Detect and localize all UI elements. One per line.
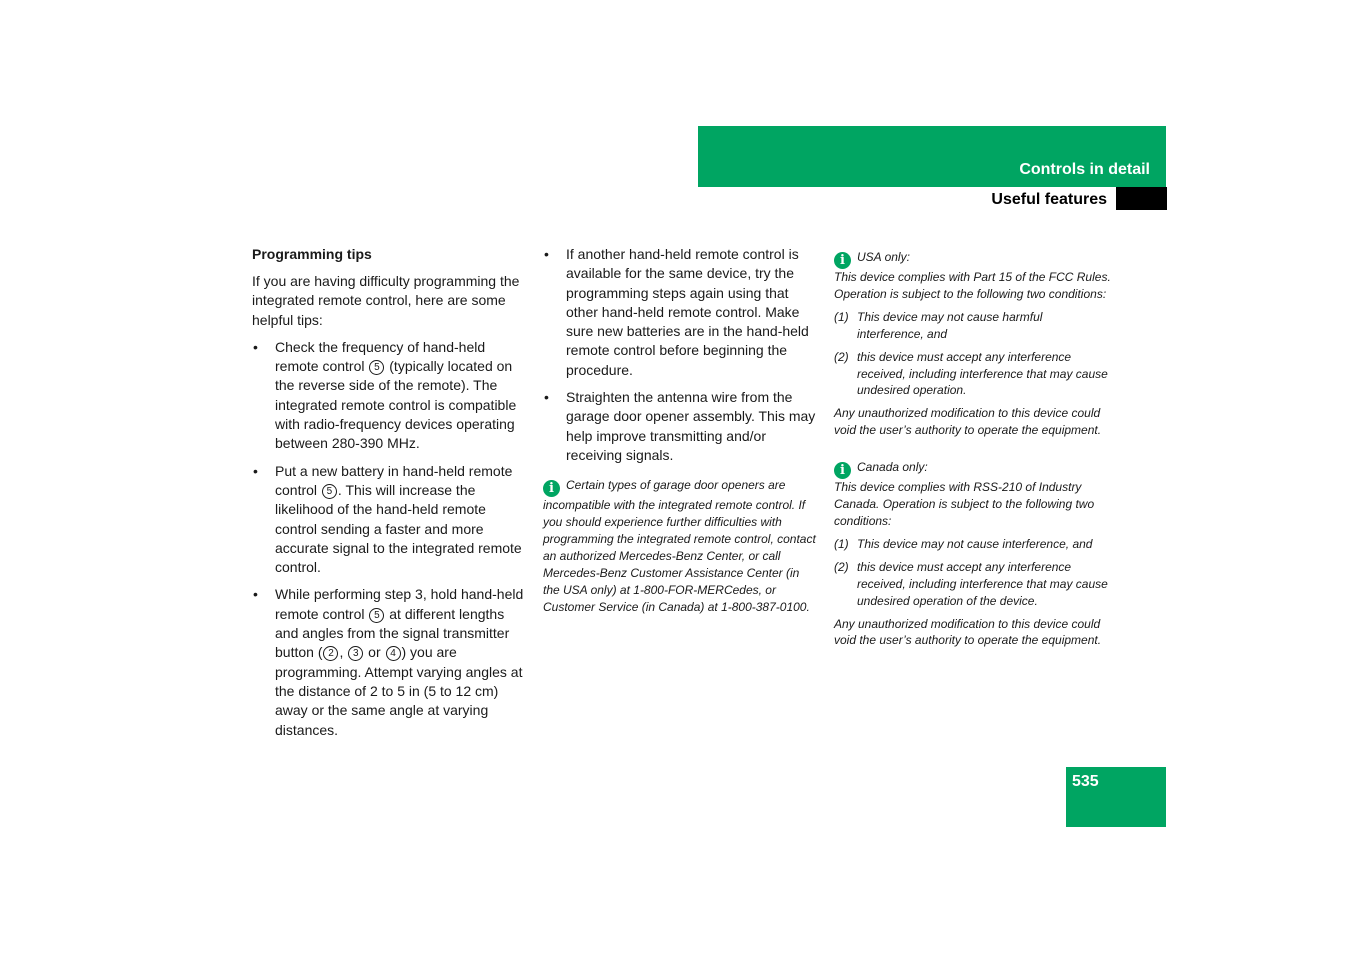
condition-text: this device must accept any interference received, including interference that may cause undesired operation. [857, 349, 1108, 398]
list-item [252, 338, 528, 454]
condition-number: (2) [834, 559, 849, 574]
condition-text: this device must accept any interference received, including interference that may cause undesired operation of the device. [857, 559, 1108, 608]
canada-intro: This device complies with RSS-210 of Industry Canada. Operation is subject to the following two conditions: [834, 480, 1095, 528]
condition-number: (1) [834, 309, 849, 324]
canada-conditions [834, 536, 1112, 610]
condition-text: This device may not cause interference, and [857, 536, 1093, 551]
bullet-icon: • [253, 338, 258, 355]
list-item [543, 245, 818, 380]
list-item [834, 536, 1112, 553]
list-item [252, 585, 528, 739]
tips-list [252, 338, 528, 740]
tip-text: . This will increase the likelihood of the hand-held remote control sending a faster and more accurate signal to the integrated remote control. [275, 481, 522, 576]
callout-number-icon: 5 [322, 484, 337, 499]
canada-label: Canada only: [857, 460, 928, 475]
usa-intro: This device complies with Part 15 of the FCC Rules. Operation is subject to the following two conditions: [834, 270, 1111, 301]
more-tips-list [543, 245, 818, 465]
condition-number: (1) [834, 536, 849, 551]
tip-text: While performing step 3, hold hand-held remote control [275, 586, 524, 622]
tip-text: , [339, 644, 348, 661]
tip-text: If another hand-held remote control is available for the same device, try the programming steps again using that other hand-held remote control. Make sure new batteries are in the hand-held remote control before beginning the procedure. [566, 246, 809, 378]
info-note [543, 477, 818, 615]
info-icon: i [834, 462, 851, 479]
callout-number-icon: 3 [348, 646, 363, 661]
column-programming-tips [252, 245, 528, 748]
list-item [252, 462, 528, 578]
list-item [543, 388, 818, 465]
tip-text: Straighten the antenna wire from the garage door opener assembly. This may help improve transmitting and/or receiving signals. [566, 389, 816, 463]
tip-text: at different lengths and angles from the signal transmitter button ( [275, 605, 510, 661]
list-item [834, 349, 1112, 400]
canada-notice [834, 459, 1112, 649]
bullet-icon: • [544, 246, 549, 262]
usa-notice [834, 249, 1112, 439]
tip-text: Put a new battery in hand-held remote control [275, 462, 513, 498]
bullet-icon: • [544, 389, 549, 406]
usa-closing: Any unauthorized modification to this device could void the user’s authority to operate the equipment. [834, 406, 1102, 438]
programming-tips-heading: Programming tips [252, 246, 372, 262]
usa-label: USA only: [857, 250, 910, 264]
subsection-title: Useful features [991, 191, 1107, 208]
section-tab-marker [1116, 187, 1167, 210]
column-more-tips [543, 245, 818, 616]
callout-number-icon: 5 [369, 608, 384, 623]
intro-paragraph: If you are having difficulty programming the integrated remote control, here are some helpful tips: [252, 273, 520, 328]
info-icon: i [543, 480, 560, 497]
section-title: Controls in detail [1019, 161, 1150, 178]
info-icon: i [834, 252, 851, 269]
condition-text: This device may not cause harmful interference, and [857, 309, 1043, 341]
usa-conditions [834, 309, 1112, 400]
column-regulatory [834, 249, 1112, 655]
page-number: 535 [1072, 773, 1099, 790]
tip-text: (typically located on the reverse side of the remote). The integrated remote control is compatible with radio-frequency devices operating between 280-390 MHz. [275, 358, 517, 452]
header-band [698, 126, 1166, 187]
tip-text: Check the frequency of hand-held remote control [275, 338, 486, 375]
callout-number-icon: 4 [386, 646, 401, 661]
condition-number: (2) [834, 349, 849, 364]
list-item [834, 559, 1112, 610]
callout-number-icon: 5 [369, 360, 384, 375]
bullet-icon: • [253, 586, 258, 603]
list-item [834, 309, 1112, 343]
bullet-icon: • [253, 462, 258, 479]
tip-text: ) you are programming. Attempt varying angles at the distance of 2 to 5 in (5 to 12 cm) away or the same angle at varying distances. [275, 644, 523, 738]
tip-text: or [364, 644, 385, 661]
info-note-text: Certain types of garage door openers are incompatible with the integrated remote control. If you should experience further difficulties with programming the integrated remote control, contact an authorized Mercedes-Benz Center, or call Mercedes-Benz Customer Assistance Center (in the USA only) at 1-800-FOR-MERCedes, or Customer Service (in Canada) at 1-800-387-0100. [543, 478, 816, 614]
canada-closing: Any unauthorized modification to this device could void the user’s authority to operate the equipment. [834, 616, 1102, 648]
callout-number-icon: 2 [323, 646, 338, 661]
page-number-box [1066, 767, 1166, 827]
